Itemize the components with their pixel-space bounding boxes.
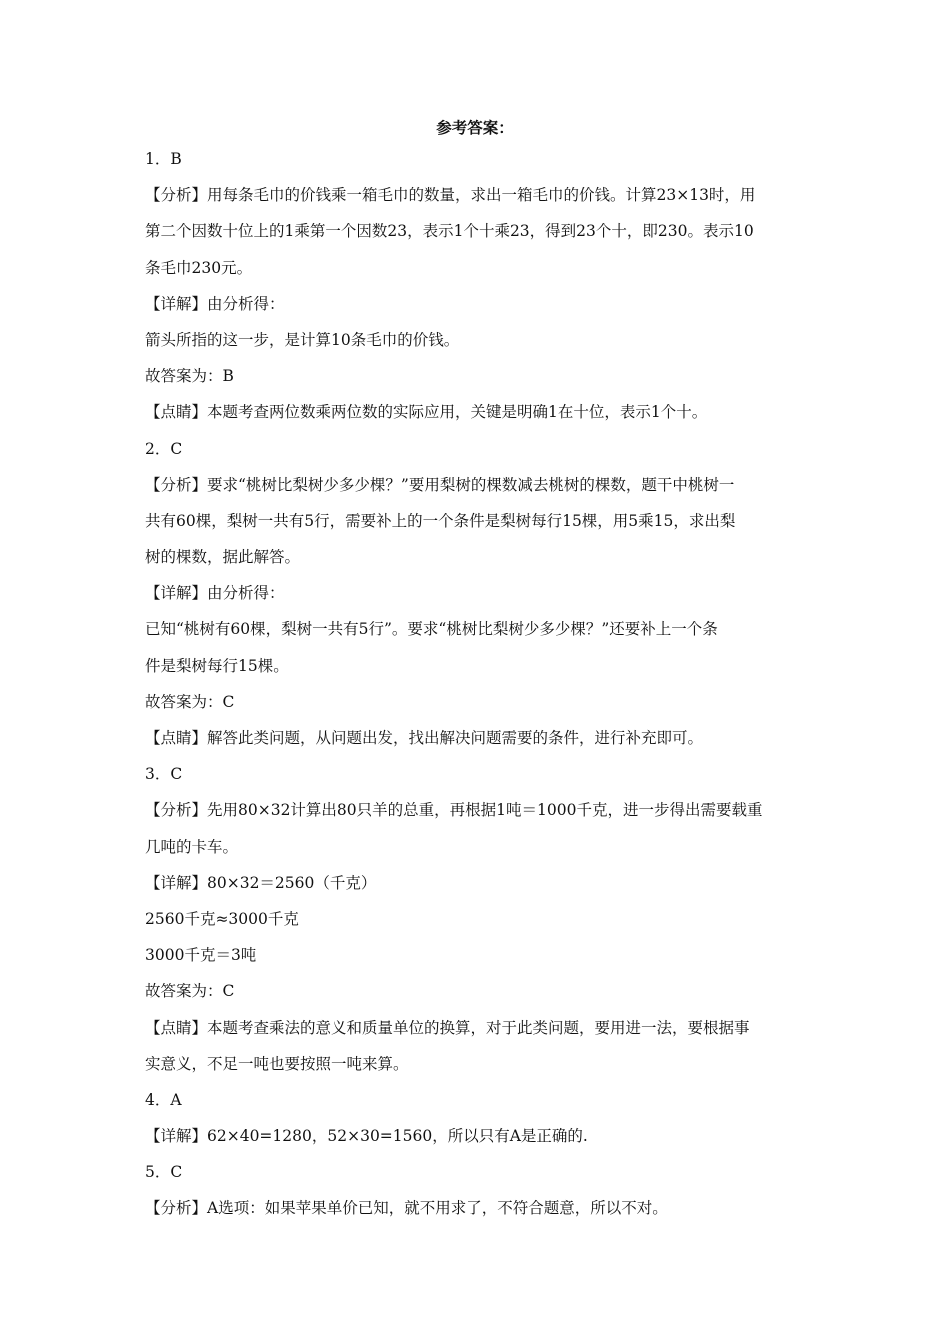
detail-line: 箭头所指的这一步，是计算10条毛巾的价钱。 [145,330,460,349]
detail-line: 已知“桃树有60棵，梨树一共有5行”。要求“桃树比梨树少多少棵？”还要补上一个条 [145,620,718,639]
detail-line: 3000千克＝3吨 [145,946,257,965]
question-number: 1．B [145,150,182,168]
question-number: 3．C [145,765,183,784]
analysis-line: 几吨的卡车。 [145,837,239,856]
question-number: 5．C [145,1163,183,1182]
analysis-line: 树的棵数，据此解答。 [145,548,301,567]
analysis-line: 【分析】先用80×32计算出80只羊的总重，再根据1吨＝1000千克，进一步得出需要载重 [145,801,763,820]
comment-line: 【点睛】解答此类问题，从问题出发，找出解决问题需要的条件，进行补充即可。 [145,729,704,747]
answer-line: 故答案为：C [145,982,235,1001]
answer-line: 故答案为：B [145,367,234,386]
answer-content [145,141,815,1227]
comment-line: 【点睛】本题考查乘法的意义和质量单位的换算，对于此类问题，要用进一法，要根据事 [145,1018,750,1037]
detail-line: 【详解】62×40=1280，52×30=1560，所以只有A是正确的. [145,1127,588,1146]
analysis-line: 第二个因数十位上的1乘第一个因数23，表示1个十乘23，得到23个十，即230。表示10 [145,222,754,241]
detail-line: 【详解】80×32＝2560（千克） [145,873,377,892]
answer-title: 参考答案： [436,118,514,137]
detail-line: 【详解】由分析得： [145,294,285,313]
question-number: 2．C [145,439,183,458]
analysis-line: 共有60棵，梨树一共有5行，需要补上的一个条件是梨树每行15棵，用5乘15，求出梨 [145,511,736,530]
analysis-line: 【分析】要求“桃树比梨树少多少棵？”要用梨树的棵数减去桃树的棵数，题干中桃树一 [145,475,735,494]
comment-line: 实意义，不足一吨也要按照一吨来算。 [145,1054,409,1073]
detail-line: 件是梨树每行15棵。 [145,656,289,675]
analysis-line: 条毛巾230元。 [145,258,253,277]
detail-line: 2560千克≈3000千克 [145,909,299,928]
analysis-line: 【分析】用每条毛巾的价钱乘一箱毛巾的数量，求出一箱毛巾的价钱。计算23×13时，用 [145,186,756,205]
answer-line: 故答案为：C [145,692,235,711]
question-number: 4．A [145,1090,182,1109]
comment-line: 【点睛】本题考查两位数乘两位数的实际应用，关键是明确1在十位，表示1个十。 [145,403,708,422]
analysis-line: 【分析】A选项：如果苹果单价已知，就不用求了，不符合题意，所以不对。 [145,1199,668,1218]
detail-line: 【详解】由分析得： [145,584,285,603]
